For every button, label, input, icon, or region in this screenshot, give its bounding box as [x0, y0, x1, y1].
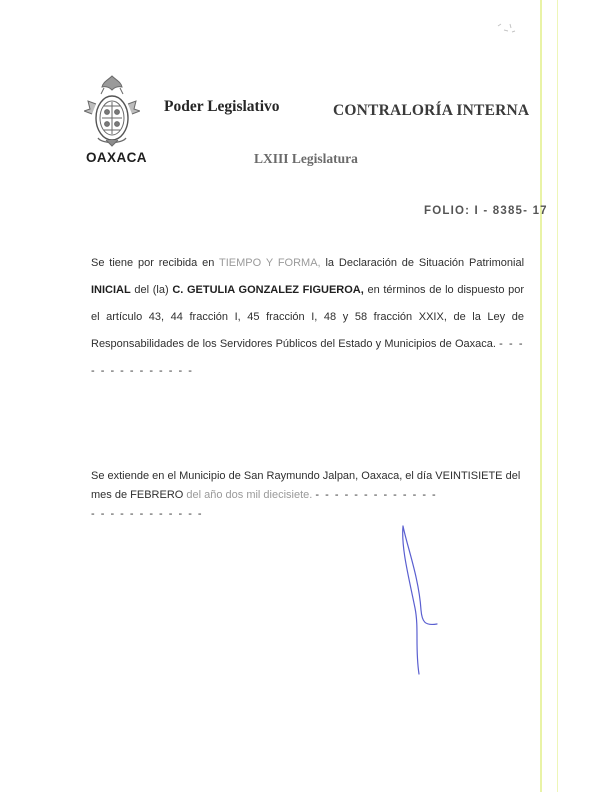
oaxaca-seal-icon	[84, 74, 140, 148]
handwritten-signature	[385, 518, 455, 678]
scan-edge-line	[540, 0, 542, 792]
p2-month: FEBRERO	[130, 489, 184, 501]
legislature-title: LXIII Legislatura	[254, 151, 358, 166]
scan-edge-line-secondary	[557, 0, 558, 792]
p1-text-5: del (la)	[134, 284, 169, 296]
p2-text-3: del mes de	[91, 470, 521, 501]
p2-day: VEINTISIETE	[435, 470, 503, 482]
seal-label: OAXACA	[86, 150, 147, 165]
p1-legal-basis: en términos de lo dispuesto por el artículo 43, 44 fracción I, 45 fracción I, 48 y 58 fracción XXIX, de la Ley de Responsabilidades de los Servidores Públicos del Estado y Municipios de Oaxaca.	[91, 284, 524, 350]
institution-title: Poder Legislativo	[164, 98, 280, 115]
p1-declarant-name: C. GETULIA GONZALEZ FIGUEROA,	[172, 284, 364, 296]
department-title: CONTRALORÍA INTERNA	[333, 102, 530, 119]
p2-dashes-2: - - - - - - - - - - - -	[91, 508, 204, 520]
p2-year: del año dos mil diecisiete.	[186, 489, 313, 501]
scan-speck-marks	[490, 16, 530, 46]
issuance-paragraph	[91, 467, 531, 524]
p1-text-3: la Declaración de Situación Patrimonial	[325, 257, 525, 269]
p1-timeliness: TIEMPO Y FORMA,	[219, 257, 321, 269]
p2-dashes-1: - - - - - - - - - - - - -	[315, 489, 438, 501]
folio-number: FOLIO: I - 8385- 17	[424, 205, 548, 217]
declaration-paragraph	[91, 250, 524, 385]
p2-text-1: Se extiende en el Municipio de San Raymundo Jalpan, Oaxaca, el día	[91, 470, 433, 482]
p1-declaration-type: INICIAL	[91, 284, 131, 296]
p1-text-1: Se tiene por recibida en	[91, 257, 215, 269]
p1-dashes: - - - - - - - - - - - - - -	[91, 338, 524, 377]
